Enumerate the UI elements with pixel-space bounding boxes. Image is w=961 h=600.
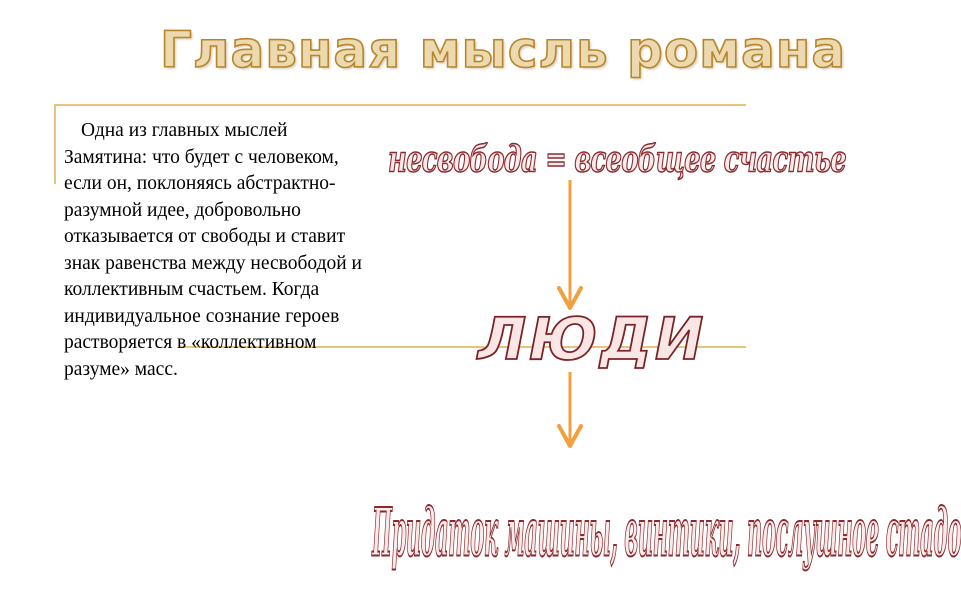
left-vertical-line xyxy=(54,104,56,184)
down-arrow-icon xyxy=(556,180,584,312)
people-wordart: ЛЮДИ xyxy=(478,305,707,373)
main-text: Одна из главных мыслей Замятина: что будет с человеком, если он, поклоняясь абстрактно-разумной идее, добровольно отказывается от свободы и ставит знак равенства между несвободой и коллективным счастьем. Когда индивидуальное сознание героев растворяется в «коллективном разуме» масс. xyxy=(64,120,362,380)
bottom-wordart: Придаток машины, винтики, послушное стадо xyxy=(372,493,961,572)
down-arrow-icon xyxy=(556,372,584,450)
slide-title: Главная мысль романа xyxy=(160,21,847,79)
formula-wordart: несвобода = всеобщее счастье xyxy=(388,138,846,182)
top-divider-line xyxy=(54,104,746,106)
